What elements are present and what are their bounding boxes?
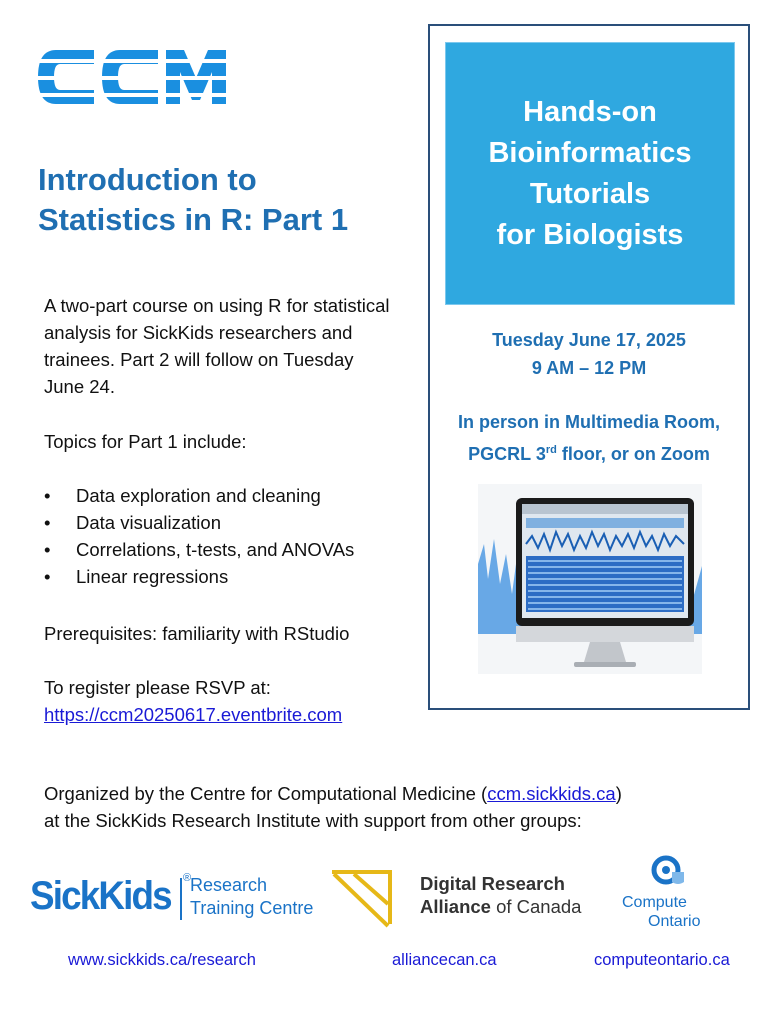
- topic-label: Data exploration and cleaning: [76, 485, 321, 506]
- topic-label: Correlations, t-tests, and ANOVAs: [76, 539, 355, 560]
- bullet-icon: •: [44, 566, 51, 587]
- location-line1: In person in Multimedia Room,: [457, 412, 720, 432]
- registered-mark: ®: [182, 872, 192, 884]
- ccm-logo: [34, 44, 230, 110]
- location-ordinal: rd: [545, 444, 557, 456]
- ccm-site-link[interactable]: ccm.sickkids.ca: [487, 783, 616, 804]
- banner-line: Hands-on: [523, 95, 657, 128]
- location-rest: floor, or on Zoom: [556, 444, 710, 464]
- organizer-statement: [44, 780, 744, 834]
- co-line2: Ontario: [648, 913, 701, 930]
- alliance-mark-icon: [330, 868, 392, 930]
- event-date: Tuesday June 17, 2025: [492, 330, 686, 350]
- organizer-suffix: ): [615, 783, 622, 804]
- alliance-name-rest: of Canada: [490, 896, 582, 917]
- bullet-icon: •: [44, 485, 51, 506]
- co-line1: Compute: [622, 894, 687, 911]
- sickkids-research-link[interactable]: www.sickkids.ca/research: [68, 951, 256, 969]
- banner-line: Bioinformatics: [488, 136, 692, 169]
- topic-item: [44, 563, 424, 590]
- register-info: [44, 674, 434, 728]
- compute-ontario-text: [622, 893, 732, 931]
- logo-divider: [180, 878, 182, 920]
- course-title-line1: Introduction to: [38, 162, 257, 197]
- research-training-centre: [190, 874, 313, 920]
- banner-line: for Biologists: [496, 218, 684, 251]
- tutorial-series-banner: [445, 42, 735, 305]
- monitor-with-sequence-data-icon: [478, 484, 702, 674]
- bullet-icon: •: [44, 512, 51, 533]
- banner-line: Tutorials: [529, 177, 651, 210]
- event-datetime: [430, 326, 748, 382]
- topic-list: [44, 482, 424, 590]
- event-time: 9 AM – 12 PM: [531, 358, 647, 378]
- organizer-line2: at the SickKids Research Institute with support from other groups:: [44, 810, 582, 831]
- course-title-line2: Statistics in R: Part 1: [38, 202, 349, 237]
- alliance-link[interactable]: alliancecan.ca: [392, 951, 497, 969]
- organizer-prefix: Organized by the Centre for Computational Medicine (: [44, 783, 488, 804]
- topic-label: Linear regressions: [76, 566, 229, 587]
- alliance-logo-text: [420, 872, 581, 918]
- topics-heading: Topics for Part 1 include:: [44, 431, 247, 452]
- rtc-line2: Training Centre: [190, 898, 314, 918]
- sickkids-wordmark: SickKids: [30, 874, 171, 918]
- bullet-icon: •: [44, 539, 51, 560]
- alliance-name-line2: Alliance: [420, 896, 491, 917]
- topic-item: [44, 482, 424, 509]
- course-description: A two-part course on using R for statistical analysis for SickKids researchers and trainees. Part 2 will follow on Tuesday June 24.: [44, 295, 390, 397]
- sickkids-logo: [30, 872, 191, 920]
- topic-item: [44, 536, 424, 563]
- compute-ontario-link[interactable]: computeontario.ca: [594, 951, 730, 969]
- register-text: To register please RSVP at:: [44, 677, 271, 698]
- course-title: [38, 160, 398, 240]
- prerequisites: Prerequisites: familiarity with RStudio: [44, 623, 350, 644]
- topic-label: Data visualization: [76, 512, 221, 533]
- register-link[interactable]: https://ccm20250617.eventbrite.com: [44, 704, 343, 725]
- alliance-name-line1: Digital Research: [420, 873, 565, 894]
- event-location: [430, 408, 748, 468]
- rtc-line1: Research: [190, 875, 268, 895]
- topic-item: [44, 509, 424, 536]
- location-building: PGCRL 3: [468, 444, 546, 464]
